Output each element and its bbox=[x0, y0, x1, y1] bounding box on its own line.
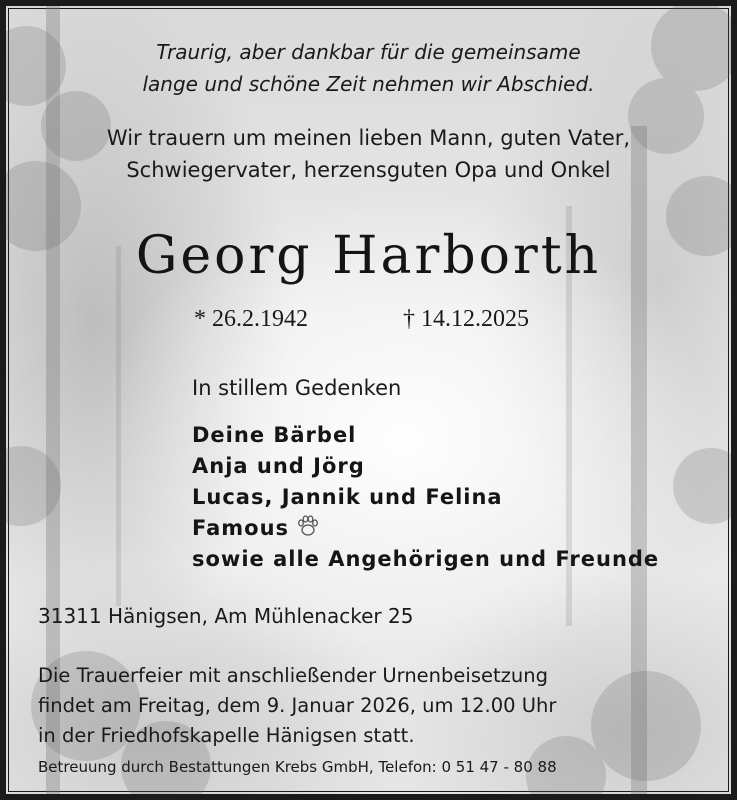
mourner-line-pet bbox=[192, 513, 321, 544]
intro-line-2: Schwiegervater, herzensguten Opa und Onkel bbox=[126, 158, 611, 182]
motto-line-1: Traurig, aber dankbar für die gemeinsame bbox=[156, 40, 581, 64]
intro-line-1: Wir trauern um meinen lieben Mann, guten Vater, bbox=[106, 126, 631, 150]
funeral-home-credit: Betreuung durch Bestattungen Krebs GmbH, Telefon: 0 51 47 - 80 88 bbox=[38, 758, 557, 776]
mourner-line: Anja und Jörg bbox=[192, 454, 365, 478]
ceremony-line-2: findet am Freitag, dem 9. Januar 2026, um 12.00 Uhr bbox=[38, 694, 557, 717]
motto-line-2: lange und schöne Zeit nehmen wir Abschied. bbox=[142, 72, 595, 96]
mourner-line: Deine Bärbel bbox=[192, 423, 357, 447]
paw-print-icon bbox=[295, 513, 321, 539]
mourner-line: Lucas, Jannik und Felina bbox=[192, 485, 503, 509]
ceremony-line-3: in der Friedhofskapelle Hänigsen statt. bbox=[38, 724, 415, 747]
death-date: † 14.12.2025 bbox=[403, 306, 529, 332]
remembrance-heading: In stillem Gedenken bbox=[192, 376, 402, 400]
mourner-line: sowie alle Angehörigen und Freunde bbox=[192, 547, 660, 571]
deceased-name: Georg Harborth bbox=[135, 226, 602, 286]
mourner-pet-name: Famous bbox=[192, 516, 290, 540]
address: 31311 Hänigsen, Am Mühlenacker 25 bbox=[38, 604, 414, 628]
ceremony-line-1: Die Trauerfeier mit anschließender Urnenbeisetzung bbox=[38, 664, 548, 687]
birth-date: * 26.2.1942 bbox=[194, 306, 308, 332]
